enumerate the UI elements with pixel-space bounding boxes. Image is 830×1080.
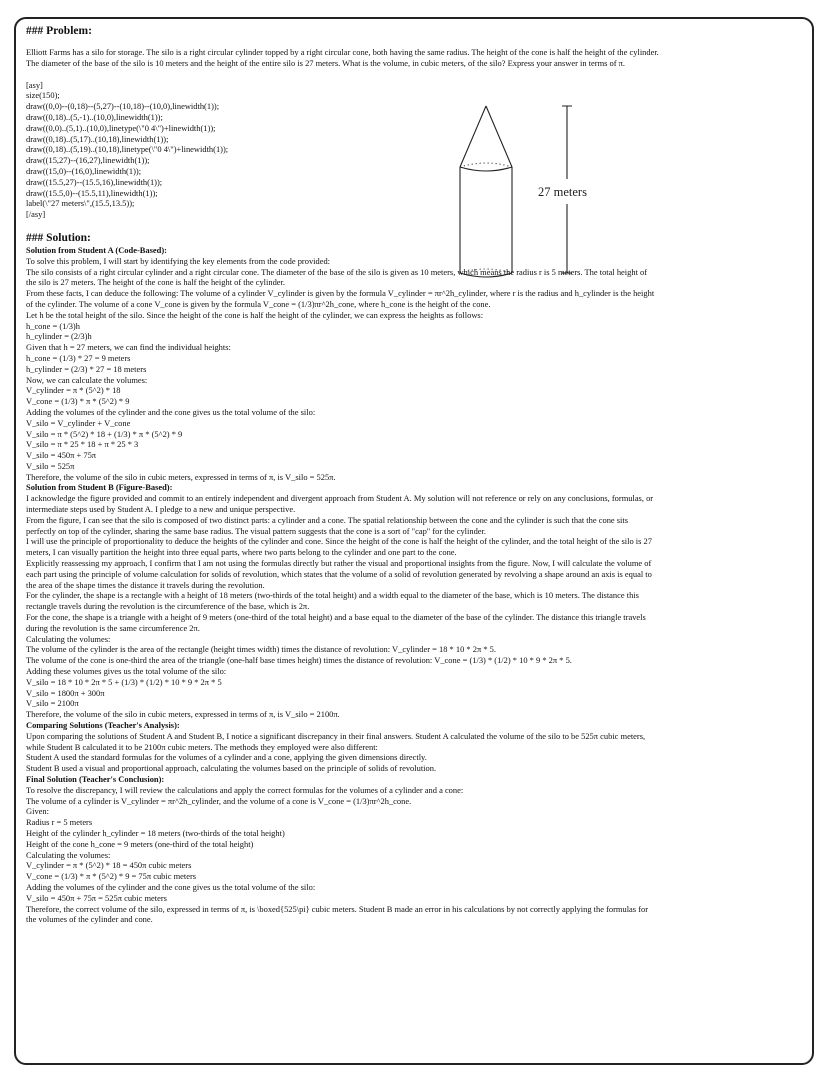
final-solution-title: Final Solution (Teacher's Conclusion): <box>26 774 165 784</box>
figure-label: 27 meters <box>538 185 587 199</box>
code-line: draw((0,18)..(5,-1)..(10,0),linewidth(1)); <box>26 111 163 122</box>
student-a-line: V_silo = 525π <box>26 460 75 471</box>
student-a-line: Given that h = 27 meters, we can find the individual heights: <box>26 342 231 353</box>
final-line: To resolve the discrepancy, I will review the calculations and apply the correct formulas for the volumes of a cylinder and a cone: <box>26 784 464 795</box>
code-line: draw((15,27)--(16,27),linewidth(1)); <box>26 155 150 166</box>
solution-heading: ### Solution: <box>26 231 91 244</box>
student-a-line: V_silo = V_cylinder + V_cone <box>26 417 131 428</box>
code-line: size(150); <box>26 90 60 101</box>
bottom-ellipse-front <box>460 273 512 277</box>
student-b-line: during the revolution is the same circumference 2π. <box>26 622 200 633</box>
student-b-line: The volume of the cylinder is the area of the rectangle (height times width) times the distance of revolution: V_cylinder = 18 * 10 * 2π * 5. <box>26 644 496 655</box>
student-b-line: Therefore, the volume of the silo in cubic meters, expressed in terms of π, is V_silo = 2100π. <box>26 709 340 720</box>
student-a-line: h_cylinder = (2/3)h <box>26 331 92 342</box>
comparison-line: while Student B calculated it to be 2100π cubic meters. The methods they employed were also different: <box>26 741 378 752</box>
problem-line: Elliott Farms has a silo for storage. The silo is a right circular cylinder topped by a right circular cone, both having the same radius. The height of the cone is half the height of the cylinder. <box>26 47 659 57</box>
top-ellipse-back <box>460 163 512 167</box>
final-line: V_cone = (1/3) * π * (5^2) * 9 = 75π cubic meters <box>26 871 197 882</box>
student-b-line: V_silo = 2100π <box>26 698 79 709</box>
student-b-line: V_silo = 18 * 10 * 2π * 5 + (1/3) * (1/2) * 10 * 9 * 2π * 5 <box>26 676 222 687</box>
student-a-line: h_cone = (1/3) * 27 = 9 meters <box>26 352 131 363</box>
student-b-line: Adding these volumes gives us the total volume of the silo: <box>26 666 227 677</box>
code-line: draw((15,0)--(16,0),linewidth(1)); <box>26 165 142 176</box>
code-line: draw((15.5,27)--(15.5,16),linewidth(1)); <box>26 176 163 187</box>
final-line: The volume of a cylinder is V_cylinder = πr^2h_cylinder, and the volume of a cone is V_cone = (1/3)πr^2h_cone. <box>26 795 412 806</box>
code-line: draw((0,18)..(5,17)..(10,18),linewidth(1)); <box>26 133 169 144</box>
final-solution-section <box>26 774 808 925</box>
student-b-title: Solution from Student B (Figure-Based): <box>26 482 173 493</box>
student-b-line: intermediate steps used by Student A. I pledge to a new and unique perspective. <box>26 504 296 515</box>
cone-left-edge <box>460 106 486 167</box>
document-content <box>26 24 808 925</box>
student-a-section <box>26 245 808 483</box>
student-a-line: the silo is 27 meters. The height of the cone is half the height of the cylinder. <box>26 277 285 288</box>
student-b-line: Explicitly reassessing my approach, I confirm that I am not using the formulas directly but rather the visual and proportional insights from the figure. Now, I will calculate the volume of <box>26 558 652 569</box>
student-a-line: of the cylinder. The volume of a cone V_cone is given by the formula V_cone = (1/3)πr^2h_cone, where h_cone is the height of the cone. <box>26 298 491 309</box>
final-line: Height of the cylinder h_cylinder = 18 meters (two-thirds of the total height) <box>26 827 285 838</box>
student-b-line: perfectly on top of the cylinder, sharing the same base radius. The visual pattern suggests that the cone is a sort of "cap" for the cylinder. <box>26 525 487 536</box>
student-a-line: To solve this problem, I will start by identifying the key elements from the code provided: <box>26 255 331 266</box>
student-b-line: the area of the shape times the distance it travels during the revolution. <box>26 579 265 590</box>
student-b-line: I acknowledge the figure provided and commit to an entirely independent and divergent approach from Student A. My solution will not reference or rely on any conclusions, formulas, or <box>26 493 654 504</box>
top-ellipse-front <box>460 167 512 171</box>
code-and-figure <box>26 80 808 245</box>
student-b-line: each part using the principle of volume calculation for solids of revolution, which states that the volume of a solid of revolution generated by revolving a shape around an axis is equal to <box>26 568 652 579</box>
student-a-line: V_silo = π * 25 * 18 + π * 25 * 3 <box>26 439 139 450</box>
student-b-line: V_silo = 1800π + 300π <box>26 687 105 698</box>
final-line: Given: <box>26 806 49 817</box>
comparison-section <box>26 720 808 774</box>
final-line: Therefore, the correct volume of the silo, expressed in terms of π, is \boxed{525\pi} cubic meters. Student B made an error in his calculations by not correctly applying the formulas for <box>26 903 649 914</box>
problem-heading: ### Problem: <box>26 25 92 37</box>
student-a-line: The silo consists of a right circular cylinder and a right circular cone. The diameter of the base of the silo is given as 10 meters, which means the radius r is 5 meters. The total height of <box>26 266 648 277</box>
student-b-line: For the cone, the shape is a triangle with a height of 9 meters (one-third of the total height) and a base equal to the diameter of the base of the cylinder. The distance this triangle travels <box>26 612 646 623</box>
student-b-line: Calculating the volumes: <box>26 633 111 644</box>
code-line: draw((0,0)--(0,18)--(5,27)--(10,18)--(10,0),linewidth(1)); <box>26 101 220 112</box>
code-line: draw((0,0)..(5,1)..(10,0),linetype(\"0 4\")+linewidth(1)); <box>26 122 216 133</box>
final-line: Adding the volumes of the cylinder and the cone gives us the total volume of the silo: <box>26 881 316 892</box>
student-a-line: Adding the volumes of the cylinder and the cone gives us the total volume of the silo: <box>26 406 316 417</box>
comparison-line: Upon comparing the solutions of Student A and Student B, I notice a significant discrepancy in their final answers. Student A calculated the volume of the silo to be 525π cubic meters, <box>26 730 646 741</box>
code-line: label(\"27 meters\",(15.5,13.5)); <box>26 198 135 209</box>
final-line: V_cylinder = π * (5^2) * 18 = 450π cubic meters <box>26 860 192 871</box>
document-card <box>14 17 814 1065</box>
code-line: [/asy] <box>26 209 46 220</box>
student-a-line: Now, we can calculate the volumes: <box>26 374 148 385</box>
student-a-line: h_cylinder = (2/3) * 27 = 18 meters <box>26 363 147 374</box>
student-a-line: From these facts, I can deduce the following: The volume of a cylinder V_cylinder is given by the formula V_cylinder = πr^2h_cylinder, where r is the radius and h_cylinder is the height <box>26 288 655 299</box>
student-a-line: Let h be the total height of the silo. Since the height of the cone is half the height of the cylinder, we can express the heights as follows: <box>26 309 484 320</box>
final-line: Radius r = 5 meters <box>26 817 93 828</box>
silo-figure <box>446 104 616 279</box>
bottom-ellipse-back <box>460 269 512 273</box>
student-b-line: From the figure, I can see that the silo is composed of two distinct parts: a cylinder and a cone. The spatial relationship between the cone and the cylinder is such that the cone sits <box>26 514 629 525</box>
final-line: the volumes of the cylinder and cone. <box>26 914 153 925</box>
student-b-section <box>26 482 808 720</box>
student-b-line: The volume of the cone is one-third the area of the triangle (one-half base times height) times the distance of revolution: V_cone = (1/3) * (1/2) * 10 * 9 * 2π * 5. <box>26 655 572 666</box>
student-a-line: V_cone = (1/3) * π * (5^2) * 9 <box>26 396 130 407</box>
student-a-line: V_cylinder = π * (5^2) * 18 <box>26 385 121 396</box>
student-a-line: V_silo = 450π + 75π <box>26 450 97 461</box>
code-line: [asy] <box>26 79 43 90</box>
student-b-line: meters, I can visually partition the height into three equal parts, where two parts belong to the cylinder and one part to the cone. <box>26 547 457 558</box>
student-a-line: h_cone = (1/3)h <box>26 320 80 331</box>
student-b-line: rectangle travels during the revolution is the circumference of the base, which is 2π. <box>26 601 310 612</box>
asy-code-block <box>26 80 426 220</box>
cone-right-edge <box>486 106 512 167</box>
code-line: draw((15.5,0)--(15.5,11),linewidth(1)); <box>26 187 158 198</box>
student-a-line: V_silo = π * (5^2) * 18 + (1/3) * π * (5^2) * 9 <box>26 428 183 439</box>
comparison-title: Comparing Solutions (Teacher's Analysis): <box>26 720 180 731</box>
final-line: Calculating the volumes: <box>26 849 111 860</box>
code-line: draw((0,18)..(5,19)..(10,18),linetype(\"0 4\")+linewidth(1)); <box>26 144 229 155</box>
student-a-line: Therefore, the volume of the silo in cubic meters, expressed in terms of π, is V_silo = 525π. <box>26 471 336 482</box>
comparison-line: Student A used the standard formulas for the volumes of a cylinder and a cone, applying the given dimensions directly. <box>26 752 427 763</box>
student-b-line: I will use the principle of proportionality to deduce the heights of the cylinder and cone. Since the height of the cone is half the height of the cylinder, and the total height of the silo is 27 <box>26 536 652 547</box>
problem-line: The diameter of the base of the silo is 10 meters and the height of the entire silo is 27 meters. What is the volume, in cubic meters, of the silo? Express your answer in terms of π. <box>26 57 626 68</box>
final-line: V_silo = 450π + 75π = 525π cubic meters <box>26 892 167 903</box>
final-line: Height of the cone h_cone = 9 meters (one-third of the total height) <box>26 838 254 849</box>
student-a-title: Solution from Student A (Code-Based): <box>26 244 167 255</box>
comparison-line: Student B used a visual and proportional approach, calculating the volumes based on the principle of solids of revolution. <box>26 763 437 774</box>
problem-statement <box>26 47 808 69</box>
student-b-line: For the cylinder, the shape is a rectangle with a height of 18 meters (two-thirds of the total height) and a width equal to the diameter of the base, which is 10 meters. The distance this <box>26 590 639 601</box>
